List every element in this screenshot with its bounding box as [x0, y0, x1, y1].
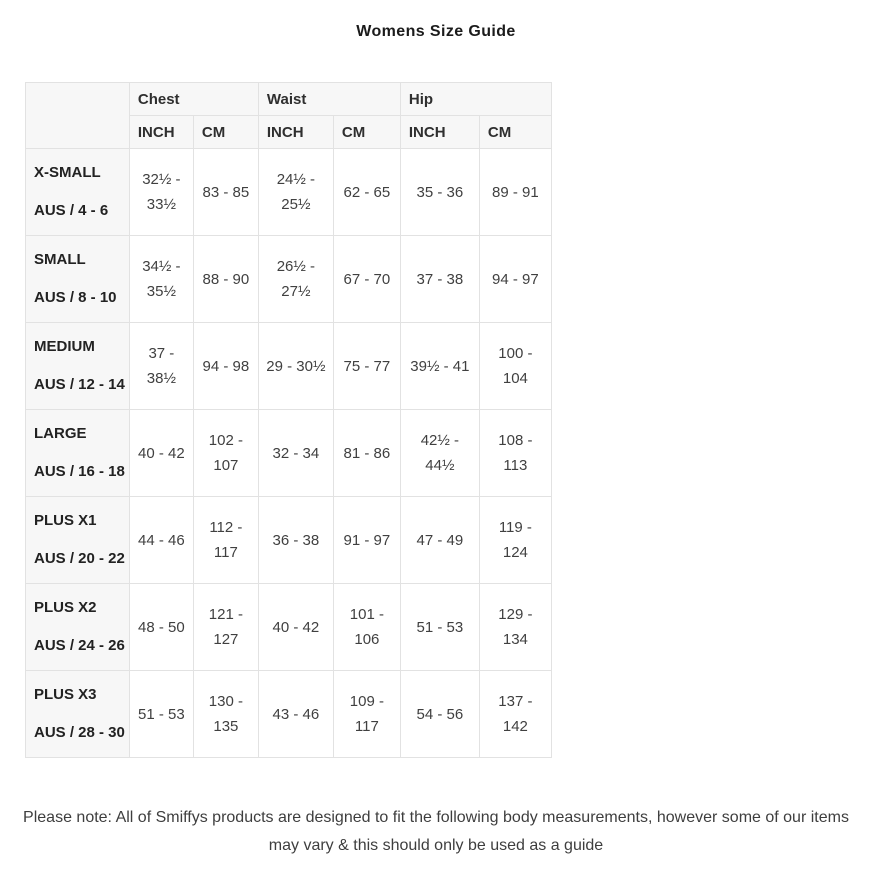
cell-waist-cm: 91 - 97 — [333, 497, 400, 584]
subheader-chest-inch: INCH — [129, 116, 193, 149]
footer-note-line: Please note: All of Smiffys products are designed to fit the following body measurements, however some of our items — [23, 809, 849, 826]
table-row-small — [26, 236, 552, 323]
row-label-cell — [26, 149, 130, 236]
cell-waist-cm: 75 - 77 — [333, 323, 400, 410]
row-label-cell — [26, 236, 130, 323]
cell-hip-inch: 54 - 56 — [400, 671, 479, 758]
cell-chest-cm: 94 - 98 — [193, 323, 258, 410]
page-title: Womens Size Guide — [356, 23, 516, 40]
cell-hip-cm: 119 - 124 — [479, 497, 551, 584]
cell-waist-inch: 29 - 30½ — [258, 323, 333, 410]
size-name: PLUS X3 — [34, 686, 97, 703]
footer-note-line: may vary & this should only be used as a guide — [268, 837, 604, 854]
cell-hip-inch: 42½ - 44½ — [400, 410, 479, 497]
cell-chest-cm: 88 - 90 — [193, 236, 258, 323]
size-name: PLUS X1 — [34, 512, 97, 529]
cell-chest-inch: 37 - 38½ — [129, 323, 193, 410]
subheader-chest-cm: CM — [193, 116, 258, 149]
group-header-row — [26, 83, 552, 116]
cell-waist-inch: 32 - 34 — [258, 410, 333, 497]
size-aus: AUS / 8 - 10 — [34, 289, 117, 306]
row-label-cell — [26, 410, 130, 497]
size-name: SMALL — [34, 251, 86, 268]
row-label-cell — [26, 584, 130, 671]
cell-waist-cm: 62 - 65 — [333, 149, 400, 236]
subheader-waist-inch: INCH — [258, 116, 333, 149]
size-name: MEDIUM — [34, 338, 95, 355]
footer-note — [21, 804, 851, 860]
cell-hip-cm: 129 - 134 — [479, 584, 551, 671]
cell-chest-inch: 40 - 42 — [129, 410, 193, 497]
size-aus: AUS / 24 - 26 — [34, 637, 125, 654]
cell-chest-inch: 44 - 46 — [129, 497, 193, 584]
cell-hip-cm: 137 - 142 — [479, 671, 551, 758]
cell-hip-cm: 89 - 91 — [479, 149, 551, 236]
cell-hip-inch: 37 - 38 — [400, 236, 479, 323]
size-guide-table — [25, 82, 552, 758]
cell-waist-cm: 109 - 117 — [333, 671, 400, 758]
cell-chest-inch: 32½ - 33½ — [129, 149, 193, 236]
table-row-plus-x3 — [26, 671, 552, 758]
size-name: PLUS X2 — [34, 599, 97, 616]
cell-chest-cm: 121 - 127 — [193, 584, 258, 671]
cell-chest-inch: 34½ - 35½ — [129, 236, 193, 323]
cell-hip-cm: 100 - 104 — [479, 323, 551, 410]
cell-waist-inch: 24½ - 25½ — [258, 149, 333, 236]
cell-waist-cm: 101 - 106 — [333, 584, 400, 671]
cell-waist-inch: 36 - 38 — [258, 497, 333, 584]
size-name: LARGE — [34, 425, 87, 442]
cell-chest-inch: 48 - 50 — [129, 584, 193, 671]
size-aus: AUS / 20 - 22 — [34, 550, 125, 567]
cell-waist-inch: 26½ - 27½ — [258, 236, 333, 323]
cell-chest-cm: 130 - 135 — [193, 671, 258, 758]
cell-hip-inch: 39½ - 41 — [400, 323, 479, 410]
row-label-cell — [26, 497, 130, 584]
cell-chest-cm: 112 - 117 — [193, 497, 258, 584]
table-body — [26, 149, 552, 758]
row-label-cell — [26, 323, 130, 410]
size-aus: AUS / 16 - 18 — [34, 463, 125, 480]
col-group-waist: Waist — [258, 83, 400, 116]
cell-chest-inch: 51 - 53 — [129, 671, 193, 758]
subheader-waist-cm: CM — [333, 116, 400, 149]
cell-hip-cm: 94 - 97 — [479, 236, 551, 323]
size-aus: AUS / 12 - 14 — [34, 376, 125, 393]
table-row-plus-x1 — [26, 497, 552, 584]
size-aus: AUS / 28 - 30 — [34, 724, 125, 741]
cell-waist-inch: 40 - 42 — [258, 584, 333, 671]
cell-waist-cm: 67 - 70 — [333, 236, 400, 323]
col-group-chest: Chest — [129, 83, 258, 116]
cell-chest-cm: 83 - 85 — [193, 149, 258, 236]
size-name: X-SMALL — [34, 164, 101, 181]
table-row-medium — [26, 323, 552, 410]
cell-hip-inch: 35 - 36 — [400, 149, 479, 236]
subheader-hip-cm: CM — [479, 116, 551, 149]
row-label-cell — [26, 671, 130, 758]
cell-waist-inch: 43 - 46 — [258, 671, 333, 758]
col-group-hip: Hip — [400, 83, 551, 116]
cell-chest-cm: 102 - 107 — [193, 410, 258, 497]
cell-hip-inch: 47 - 49 — [400, 497, 479, 584]
cell-hip-inch: 51 - 53 — [400, 584, 479, 671]
subheader-hip-inch: INCH — [400, 116, 479, 149]
table-header — [26, 83, 552, 149]
cell-waist-cm: 81 - 86 — [333, 410, 400, 497]
table-row-large — [26, 410, 552, 497]
size-aus: AUS / 4 - 6 — [34, 202, 109, 219]
cell-hip-cm: 108 - 113 — [479, 410, 551, 497]
table-row-xsmall — [26, 149, 552, 236]
corner-cell — [26, 83, 130, 149]
table-row-plus-x2 — [26, 584, 552, 671]
